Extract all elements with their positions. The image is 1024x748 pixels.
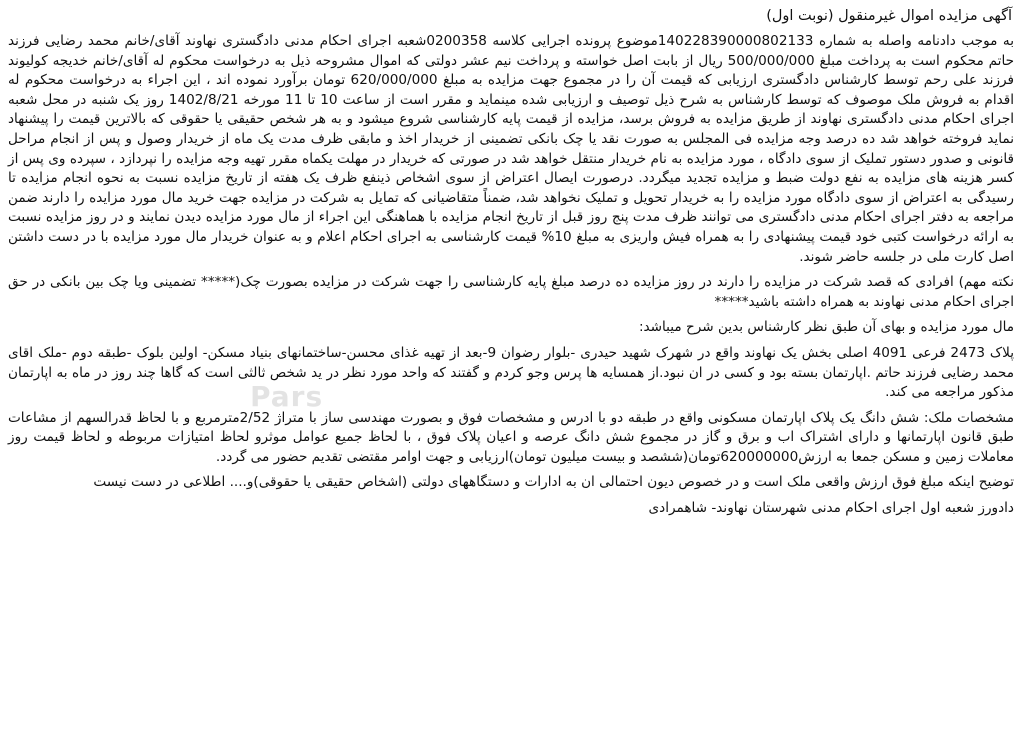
notice-paragraph-property-intro: مال مورد مزایده و بهای آن طبق نظر کارشناس بدین شرح میباشد: bbox=[638, 319, 1014, 336]
notice-title: آگهی مزایده اموال غیرمنقول (نوبت اول) bbox=[766, 8, 1012, 24]
notice-paragraph-plot-description: پلاک 2473 فرعی 4091 اصلی بخش یک نهاوند واقع در شهرک شهید حیدری -بلوار رضوان 9-بعد از تهیه غذای محسن-ساختمانهای بنیاد مسکن- اولین بلوک -طبقه دوم -ملک اقای محمد رضایی فرزند حاتم .اپارتمان بسته بود و کسی در ان نبود.از همسایه ها پرس وجو کردم و گفتند که واحد مورد نظر در ید شخص ثالثی است که گاها چند روز در ماه به اپارتمان مذکور مراجعه می کند. bbox=[8, 344, 1014, 401]
notice-paragraph-main: به موجب دادنامه واصله به شماره 140228390000802133موضوع پرونده اجرایی کلاسه 0200358شعبه اجرای احکام مدنی دادگستری نهاوند آقای/خانم محمد رضایی فرزند حاتم محکوم است به پرداخت مبلغ 500/000/000 ریال از بابت اصل خواسته و پرداخت نیم عشر دولتی که اموال مشروحه ذیل به درخواست محکوم له آقای/خانم خدیجه کولیوند فرزند علی رحم توسط کارشناس دادگستری ارزیابی که قیمت آن را در مجموع جهت مزایده به مبلغ 620/000/000 تومان برآورد نموده اند ، این اجراء به درخواست محکوم له اقدام به فروش ملک موصوف که توسط کارشناس به شرح ذیل توصیف و ارزیابی شده مینماید و مقرر است از ساعت 10 تا 11 مورخه 1402/8/21 روز یک شنبه در محل شعبه اجرای احکام مدنی دادگستری نهاوند از طریق مزایده به فروش برسد، مزایده از قیمت پایه کارشناسی شروع میشود و به هر شخص حقیقی یا حقوقی که بالاترین قیمت را پیشنهاد نماید فروخته خواهد شد ده درصد وجه مزایده فی المجلس به صورت نقد یا چک بانکی تضمینی از خریدار اخذ و مابقی ظرف مدت یک ماه از خریدار وصول و پس از انجام مراحل قانونی و صدور دستور تملیک از سوی دادگاه ، مورد مزایده به نام خریدار منتقل خواهد شد در صورتی که خریدار در مهلت یکماه مقرر تهیه وجه مزایده را نپردازد ، سپرده وی پس از کسر هزینه های مزایده به نفع دولت ضبط و مزایده تجدید میگردد. درصورت ایصال اعتراض از سوی اشخاص ذینفع ظرف یک هفته از تاریخ مزایده نسبت به نحوه انجام مزایده تا رسیدگی به اعتراض از سوی دادگاه مورد مزایده را به خریدار تحویل و تملیک نخواهد شد، ضمناً متقاضیانی که تمایل به شرکت در مزایده جهت خرید مال مورد مزایده را دارند ضمن مراجعه به دفتر اجرای احکام مدنی دادگستری می توانند ظرف مدت پنج روز قبل از تاریخ انجام مزایده با هماهنگی این اجراء از مال مورد مزایده دیدن نمایند و در روز مزایده نسبت به ارائه درخواست کتبی خود قیمت پیشنهادی را به همراه فیش واریزی به مبلغ 10% قیمت کارشناسی به اجرای احکام اعلام و به عنوان خریدار مال مورد مزایده با در دست داشتن اصل کارت ملی در جلسه حاضر شوند. bbox=[8, 33, 1015, 265]
notice-paragraph-debts-note: توضیح اینکه مبلغ فوق ارزش واقعی ملک است و در خصوص دیون احتمالی ان به ادارات و دستگاههای دولتی (اشخاص حقیقی یا حقوقی)و.... اطلاعی در دست نیست bbox=[93, 474, 1014, 491]
notice-signature: دادورز شعبه اول اجرای احکام مدنی شهرستان نهاوند- شاهمرادی bbox=[648, 500, 1014, 517]
watermark-text: Pars bbox=[250, 380, 324, 413]
auction-notice bbox=[8, 6, 1014, 744]
notice-paragraph-important-note: نکته مهم) افرادی که قصد شرکت در مزایده را دارند در روز مزایده ده درصد مبلغ پایه کارشناسی را جهت شرکت در مزایده بصورت چک(***** تضمینی ویا چک بین بانکی در حق اجرای احکام مدنی نهاوند به همراه داشته باشید***** bbox=[8, 274, 1014, 310]
notice-paragraph-property-specs: مشخصات ملک: شش دانگ یک پلاک اپارتمان مسکونی واقع در طبقه دو با ادرس و مشخصات فوق و بصورت مهندسی ساز با متراژ 2/52مترمربع و با لحاظ قدرالسهم از مشاعات طبق قانون اپارتمانها و دارای اشتراک اب و برق و گاز در مجموع شش دانگ عرصه و اعیان پلاک فوق ، با لحاظ جمیع عوامل موثرو لحاظ امتیازات مربوطه و لحاظ قیمت روز معاملات زمین و مسکن جمعا به ارزش620000000تومان(ششصد و بیست میلیون تومان)ارزیابی و جهت اوامر مقتضی تقدیم حضور می گردد. bbox=[8, 409, 1014, 465]
